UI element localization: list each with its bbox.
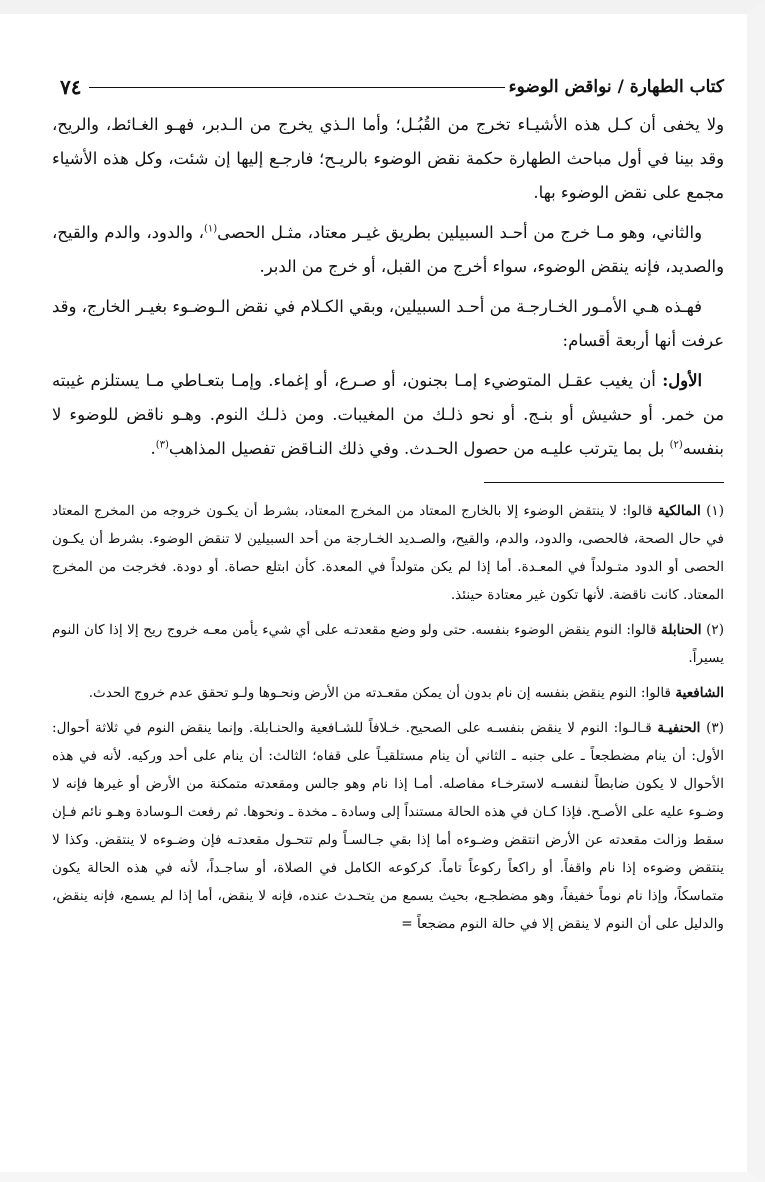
footnote-ref-1: (١) xyxy=(203,223,218,235)
paragraph-4-mid: بل بما يترتب عليـه من حصول الحـدث. وفي ذلك النـاقض تفصيل المذاهب xyxy=(168,439,670,458)
footnote-ref-3: (٣) xyxy=(155,439,169,451)
paragraph-4-end: . xyxy=(150,439,156,458)
footnote-ref-2: (٢) xyxy=(669,439,683,451)
paragraph-1: ولا يخفى أن كـل هذه الأشيـاء تخرج من القُبُـل؛ وأما الـذي يخرج من الـدبر، فهـو الغـائط، والريح، وقد بينا في أول مباحث الطهارة حكمة نقض الوضوء بالريـح؛ فارجـع إليها إن شئت، وكل هذه الأشياء مجمع على نقض الوضوء بها. xyxy=(52,115,724,202)
footnote-2-lead: الحنابلة xyxy=(661,622,702,638)
footnote-2b xyxy=(52,679,724,707)
book-page xyxy=(52,70,724,945)
paragraph-2 xyxy=(52,216,724,284)
running-title: كتاب الطهارة / نواقض الوضوء xyxy=(508,77,724,97)
footnote-3-text: قـالـوا: النوم لا ينقض بنفسـه على الصحيح. خـلافاً للشـافعية والحنـابلة. وإنما ينقض النوم في ثلاثة أحوال: الأول: أن ينام مضطجعاً ـ على جنبه ـ الثاني أن ينام مستلقيـاً على قفاه؛ الثالث: أن ينام على أحد وركيه. لأنه في هذه الأحوال لا يكون ضابطاً لنفسـه لاسترخـاء مفاصله. أمـا إذا نام وهو جالس ومقعدته متمكنة من الأرض أو غيرها فإنه لا وضـوء عليه على الأصـح. فإذا كـان في هذه الحالة مستنداً إلى وسادة ـ مخدة ـ ونحوها. ثم رفعت الـوسادة وهـو نائم فـإن سقط وزالت مقعدته عن الأرض انتقض وضـوءه أما إذا بقي جـالسـاً ولم تتحـول مقعدتـه فإن وضـوءه لا ينتقض. وكذا لا ينتقض وضوءه إذا نام واقفاً. أو راكعاً ركوعاً تاماً. كركوعه الكامل في الصلاة، أو ساجـداً، لأنه في هذه الحالة يكون متماسكاً، وإذا نام نوماً خفيفاً، وهو مضطجـع، بحيث يسمع من يتحـدث عنده، فإنه لا ينقض، أما إذا لم يسمع، فإنه ينقض، والدليل على أن النوم لا ينقض إلا في حالة النوم مضجعاً = xyxy=(52,720,724,932)
footnote-1-lead: المالكية xyxy=(657,503,701,519)
page-number: ٧٤ xyxy=(60,75,82,99)
footnote-2 xyxy=(52,616,724,672)
page-header xyxy=(52,70,724,104)
paragraph-3: فهـذه هـي الأمـور الخـارجـة من أحـد السبيلين، وبقي الكـلام في نقض الـوضـوء بغيـر الخارج، وقد عرفت أنها أربعة أقسام: xyxy=(52,297,724,350)
footnote-1-text: قالوا: لا ينتقض الوضوء إلا بالخارج المعتاد من المخرج المعتاد، بشرط أن يكـون خروجه من المخرج المعتاد في حال الصحة، فالحصى، والدود، والدم، والقيح، والصـديد الخـارجة من أحد السبيلين لا تنقض الوضوء. بشرط أن يكـون الحصى أو الدود متـولداً في المعـدة. أما إذا لم يكن متولداً في المعدة. كأن ابتلع حصاة. أو دودة. فخرجت من المخرج المعتاد. كانت ناقضة. لأنها تكون غير معتادة حينئذ. xyxy=(52,503,724,603)
header-rule xyxy=(89,87,504,88)
footnote-2-text: قالوا: النوم ينقض الوضوء بنفسه. حتى ولو وضع مقعدتـه على أي شيء يأمن معـه خروج ريح إلا إذا كان النوم يسيراً. xyxy=(52,622,724,666)
footnote-1-number: (١) xyxy=(706,503,724,519)
footnote-separator xyxy=(484,482,724,483)
paragraph-2-text: والثاني، وهو مـا خرج من أحـد السبيلين بطريق غيـر معتاد، مثـل الحصى xyxy=(217,223,702,242)
paragraph-2-rest: ، والدود، والدم والقيح، والصديد، فإنه ينقض الوضوء، سواء أخرج من القبل، أو خرج من الدبر. xyxy=(52,223,724,276)
paragraph-4 xyxy=(52,364,724,466)
footnote-1 xyxy=(52,497,724,609)
footnote-3 xyxy=(52,714,724,938)
footnote-2b-text: قالوا: النوم ينقض بنفسه إن نام بدون أن يمكن مقعـدته من الأرض ونحـوها ولـو تحقق عدم خروج الحدث. xyxy=(88,685,676,701)
main-text xyxy=(52,108,724,466)
footnote-2b-lead: الشافعية xyxy=(675,685,724,701)
footnote-2-number: (٢) xyxy=(706,622,724,638)
footnote-3-number: (٣) xyxy=(706,720,724,736)
paragraph-4-lead: الأول: xyxy=(662,371,702,390)
paragraph-4-text: أن يغيب عقـل المتوضيء إمـا بجنون، أو صـرع، أو إغماء. وإمـا بتعـاطي مـا يستلزم غيبته من خمر. أو حشيش أو بنـج. أو نحو ذلـك من المغيبات. ومن ذلـك النوم. وهـو ناقض للوضوء لا بنفسه xyxy=(52,371,724,458)
footnotes xyxy=(52,497,724,938)
footnote-3-lead: الحنفيـة xyxy=(657,720,701,736)
